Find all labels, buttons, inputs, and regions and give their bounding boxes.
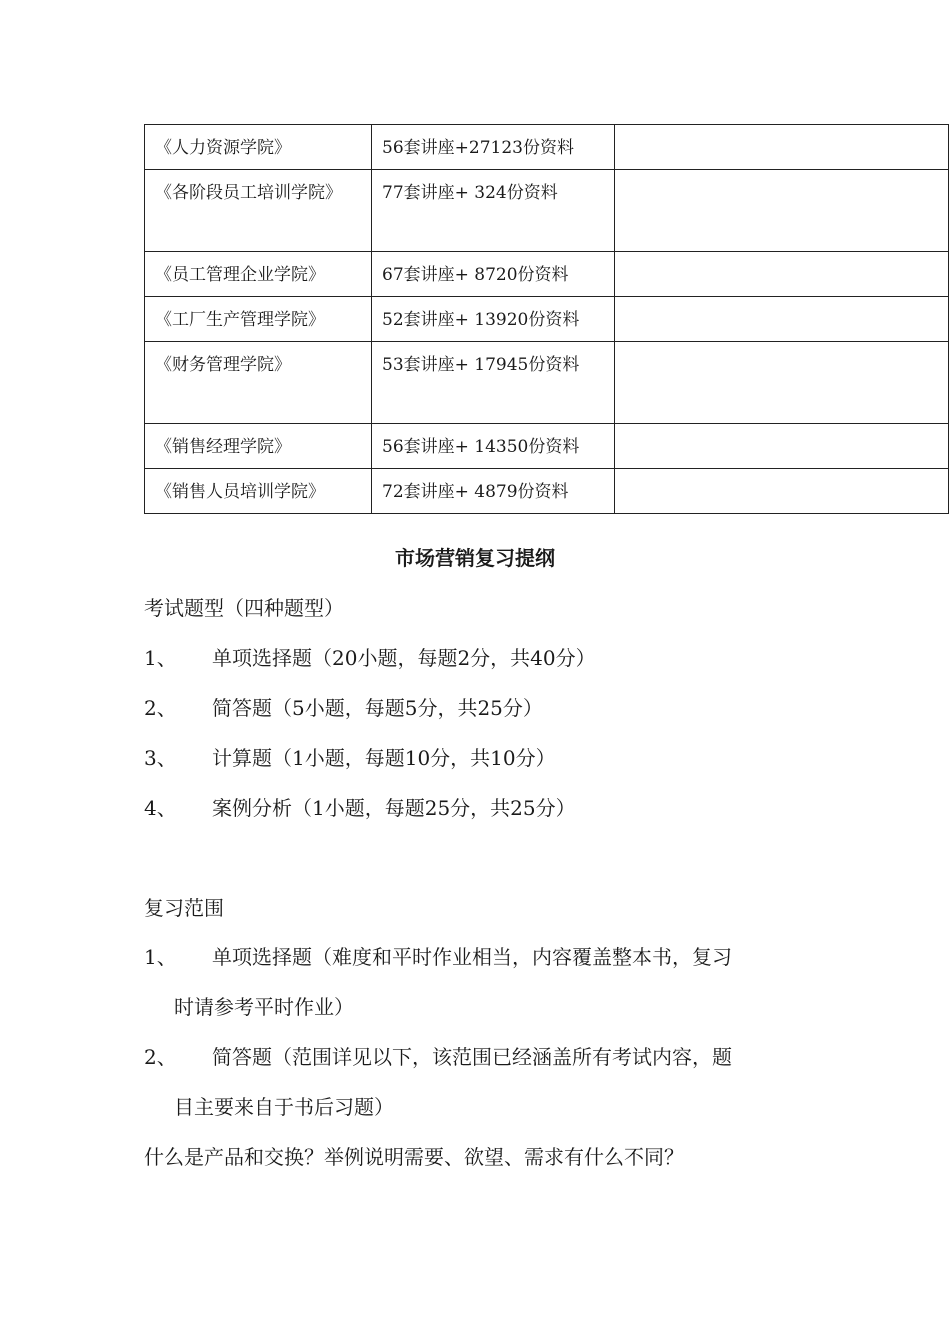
table-cell-name: 《销售经理学院》 (145, 424, 372, 469)
table-cell-note (615, 170, 949, 252)
table-cell-name: 《各阶段员工培训学院》 (145, 170, 372, 252)
list-item-text: 计算题（1小题，每题10分，共10分） (212, 746, 556, 770)
list-item (144, 1044, 732, 1070)
table-row (145, 125, 949, 170)
table-cell-note (615, 424, 949, 469)
table-cell-note (615, 125, 949, 170)
table-cell-desc: 72套讲座+ 4879份资料 (372, 469, 615, 514)
table-cell-note (615, 342, 949, 424)
document-title: 市场营销复习提纲 (395, 546, 555, 570)
list-item (144, 944, 732, 970)
list-item-text: 简答题（范围详见以下，该范围已经涵盖所有考试内容，题 (212, 1045, 732, 1069)
table-row (145, 297, 949, 342)
question-text: 什么是产品和交换？举例说明需要、欲望、需求有什么不同？ (144, 1145, 684, 1169)
list-item (144, 745, 556, 771)
table-cell-note (615, 469, 949, 514)
list-item-number: 1、 (144, 646, 177, 670)
table-cell-name: 《员工管理企业学院》 (145, 252, 372, 297)
table-cell-name: 《人力资源学院》 (145, 125, 372, 170)
list-item-number: 3、 (144, 746, 177, 770)
table-cell-name: 《销售人员培训学院》 (145, 469, 372, 514)
table-cell-desc: 77套讲座+ 324份资料 (372, 170, 615, 252)
list-item (144, 645, 596, 671)
table-cell-note (615, 297, 949, 342)
table-cell-desc: 52套讲座+ 13920份资料 (372, 297, 615, 342)
list-item (144, 795, 576, 821)
table-cell-name: 《财务管理学院》 (145, 342, 372, 424)
table-row (145, 424, 949, 469)
list-item-number: 2、 (144, 1045, 177, 1069)
table-cell-desc: 53套讲座+ 17945份资料 (372, 342, 615, 424)
table-row (145, 342, 949, 424)
list-item-text: 简答题（5小题，每题5分，共25分） (212, 696, 543, 720)
table-cell-desc: 56套讲座+27123份资料 (372, 125, 615, 170)
list-item (144, 695, 543, 721)
table-row (145, 170, 949, 252)
list-item-continuation: 目主要来自于书后习题） (174, 1095, 394, 1119)
table-cell-note (615, 252, 949, 297)
table-cell-name: 《工厂生产管理学院》 (145, 297, 372, 342)
resource-table (144, 124, 949, 514)
scope-heading: 复习范围 (144, 896, 224, 920)
list-item-number: 1、 (144, 945, 177, 969)
list-item-continuation: 时请参考平时作业） (174, 995, 354, 1019)
exam-types-heading: 考试题型（四种题型） (144, 596, 344, 620)
table-cell-desc: 67套讲座+ 8720份资料 (372, 252, 615, 297)
table-row (145, 469, 949, 514)
list-item-number: 4、 (144, 796, 177, 820)
list-item-number: 2、 (144, 696, 177, 720)
list-item-text: 单项选择题（20小题，每题2分，共40分） (212, 646, 596, 670)
table-row (145, 252, 949, 297)
list-item-text: 单项选择题（难度和平时作业相当，内容覆盖整本书，复习 (212, 945, 732, 969)
list-item-text: 案例分析（1小题，每题25分，共25分） (212, 796, 576, 820)
table-cell-desc: 56套讲座+ 14350份资料 (372, 424, 615, 469)
